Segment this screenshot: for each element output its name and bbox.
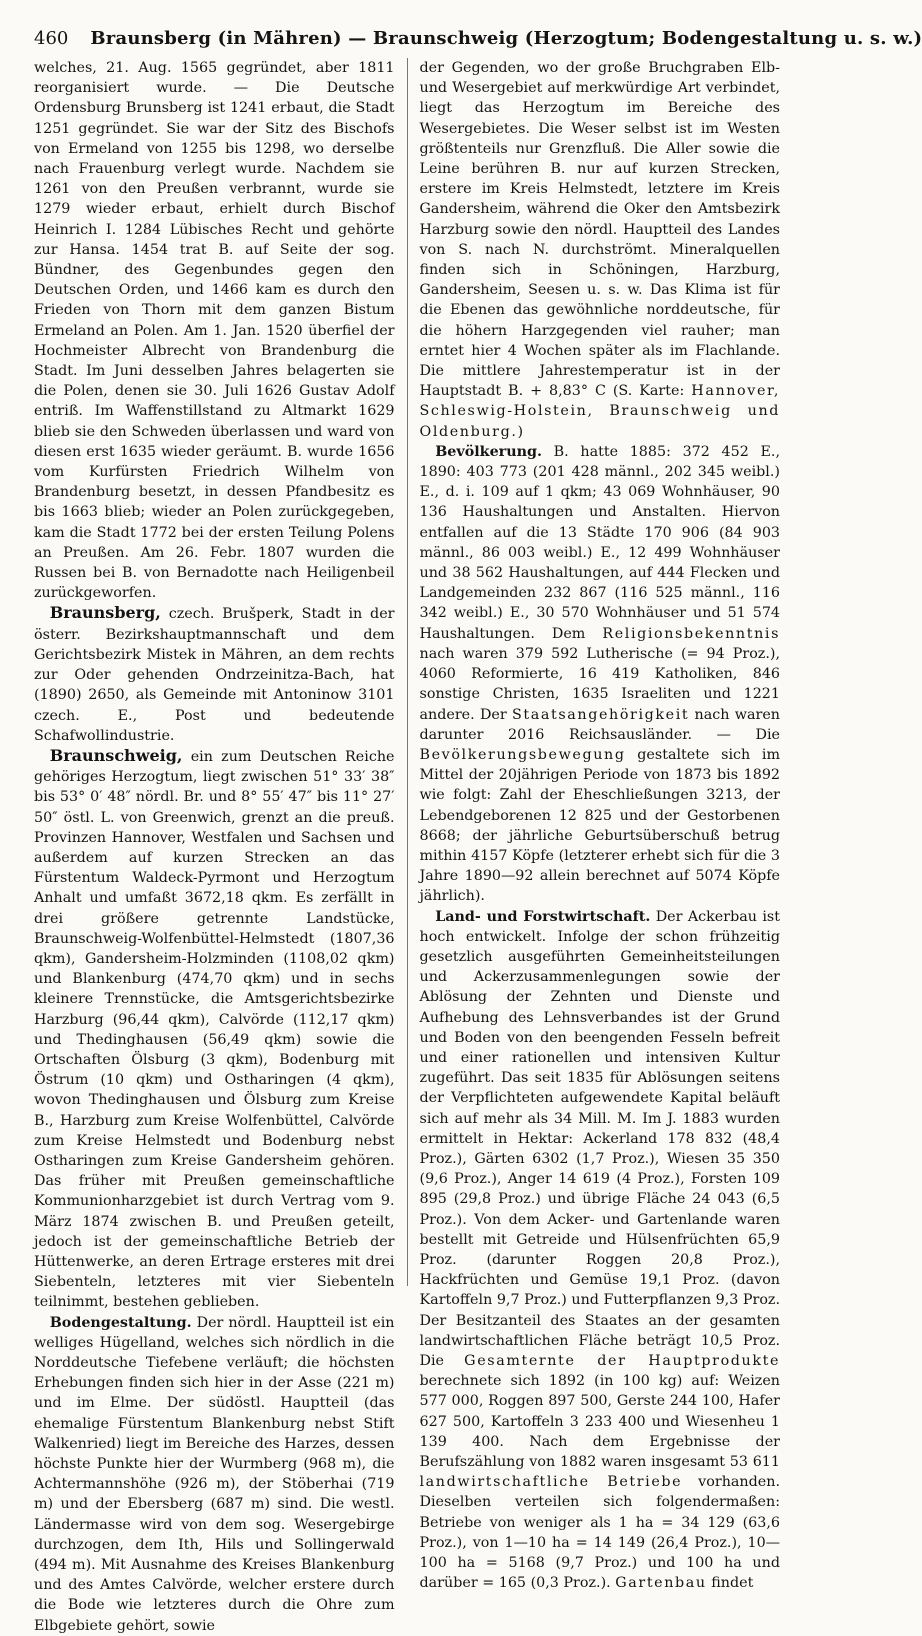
- section-text: findet: [706, 1575, 754, 1592]
- entry-headword: Braunsberg,: [49, 603, 161, 623]
- entry-headword: Braunschweig,: [49, 745, 183, 765]
- section-bodengestaltung: [34, 1313, 395, 1636]
- page-number: 460: [34, 28, 69, 49]
- column-divider: [407, 58, 408, 1286]
- section-heading: Bodengestaltung.: [49, 1314, 192, 1331]
- text-columns: [34, 58, 781, 1634]
- section-text: berechnete sich 1892 (in 100 kg) auf: Weizen 577 000, Roggen 897 500, Gerste 244 100, Hafer 627 500, Kartoffeln 3 233 400 und Wiesenheu 1 139 400. Nach dem Ergebnisse der Berufszählung von 1882 waren insgesamt 53 611: [419, 1373, 781, 1471]
- section-text: Der nördl. Hauptteil ist ein welliges Hügelland, welches sich nördlich in die Norddeutsche Tiefebene verläuft; die höchsten Erhebungen finden sich hier in der Asse (221 m) und im Elme. Der südöstl. Hauptteil (das ehemalige Fürstentum Blankenburg nebst Stift Walkenried) liegt im Bereiche des Harzes, dessen höchste Punkte hier der Wurmberg (968 m), die Achtermannshöhe (926 m), der Stöberhai (719 m) und der Ebersberg (687 m) sind. Die westl. Ländermasse wird von dem sog. Wesergebirge durchzogen, dem Ith, Hils und Sollingerwald (494 m). Mit Ausnahme des Kreises Blankenburg und des Amtes Calvörde, welcher erstere durch die Bode wie letzteres durch die Ohre zum Elbgebiete gehört, sowie: [34, 1314, 395, 1634]
- page-header: [34, 26, 922, 52]
- entry-text: ein zum Deutschen Reiche gehöriges Herzogtum, liegt zwischen 51° 33′ 38″ bis 53° 0′ 48″ nördl. Br. und 8° 55′ 47″ bis 11° 27′ 50″ östl. L. von Greenwich, grenzt an die preuß. Provinzen Hannover, Westfalen und Sachsen und außerdem auf kurzen Strecken an das Fürstentum Waldeck-Pyrmont und Herzogtum Anhalt und umfaßt 3672,18 qkm. Es zerfällt in drei größere getrennte Landstücke, Braunschweig-Wolfenbüttel-Helmstedt (1807,36 qkm), Gandersheim-Holzminden (1108,02 qkm) und Blankenburg (474,70 qkm) und in sechs kleinere Trennstücke, die Amtsgerichtsbezirke Harzburg (96,44 qkm), Calvörde (112,17 qkm) und Thedinghausen (56,49 qkm) sowie die Ortschaften Ölsburg (3 qkm), Bodenburg mit Östrum (10 qkm) und Ostharingen (4 qkm), wovon Thedinghausen und Ölsburg zum Kreise B., Harzburg zum Kreise Wolfenbüttel, Calvörde zum Kreise Helmstedt und Bodenburg nebst Ostharingen zum Kreise Gandersheim gehören. Das früher mit Preußen gemeinschaftliche Kommunionharzgebiet ist durch Vertrag vom 9. März 1874 zwischen B. und Preußen geteilt, jedoch ist der gemeinschaftliche Betrieb der Hüttenwerke, an deren Ertrage ersteres mit drei Siebenteln, letzteres mit vier Siebenteln teilnimmt, bestehen geblieben.: [34, 748, 395, 1311]
- spaced-term: Gartenbau: [615, 1575, 707, 1592]
- spaced-term: landwirtschaftliche Betriebe: [419, 1474, 683, 1491]
- spaced-term: Bevölkerungsbewegung: [419, 746, 626, 763]
- entry-text: czech. Brušperk, Stadt in der österr. Bezirkshauptmannschaft und dem Gerichtsbezirk Mistek in Mähren, an dem rechts zur Oder gehenden Ondrzeinitza-Bach, hat (1890) 2650, als Gemeinde mit Antoninow 3101 czech. E., Post und bedeutende Schafwollindustrie.: [34, 606, 395, 744]
- section-text: vorhanden. Dieselben verteilen sich folgendermaßen: Betriebe von weniger als 1 ha = 34 129 (63,6 Proz.), von 1—10 ha = 14 149 (26,4 Proz.), 10—100 ha = 5168 (9,7 Proz.) und 100 ha und darüber = 165 (0,3 Proz.).: [419, 1474, 781, 1592]
- section-text: Der Ackerbau ist hoch entwickelt. Infolge der schon frühzeitig gesetzlich ausgeführten Gemeinheitsteilungen und Ackerzusammenlegungen sowie der Ablösung der Zehnten und Dienste und Aufhebung des Lehnsverbandes ist der Grund und Boden von den beengenden Fesseln befreit und einer rationellen und intensiven Kultur zugeführt. Das seit 1835 für Ablösungen seitens der Verpflichteten aufgewendete Kapital beläuft sich auf mehr als 34 Mill. M. Im J. 1883 wurden ermittelt in Hektar: Ackerland 178 832 (48,4 Proz.), Gärten 6302 (1,7 Proz.), Wiesen 35 350 (9,6 Proz.), Anger 14 619 (4 Proz.), Forsten 109 895 (29,8 Proz.) und übrige Fläche 24 043 (6,5 Proz.). Von dem Acker- und Gartenlande waren bestellt mit Getreide und Hülsenfrüchten 65,9 Proz. (darunter Roggen 20,8 Proz.), Hackfrüchten und Gemüse 19,1 Proz. (davon Kartoffeln 9,7 Proz.) und Futterpflanzen 9,3 Proz. Der Besitzanteil des Staates an der gesamten landwirtschaftlichen Fläche beträgt 10,5 Proz. Die: [419, 908, 781, 1369]
- section-heading: Land- und Forstwirtschaft.: [435, 908, 651, 925]
- entry-braunsberg-maehren: [34, 603, 395, 745]
- section-text: der Gegenden, wo der große Bruchgraben Elb- und Wesergebiet auf merkwürdige Art verbindet, liegt das Herzogtum im Bereiche des Wesergebietes. Die Weser selbst ist im Westen größtenteils nur Grenzfluß. Die Aller sowie die Leine berühren B. nur auf kurzen Strecken, erstere im Kreis Helmstedt, letztere im Kreis Gandersheim, während die Oker den Amtsbezirk Harzburg sowie den nördl. Hauptteil des Landes von S. nach N. durchströmt. Mineralquellen finden sich in Schöningen, Harzburg, Gandersheim, Seesen u. s. w. Das Klima ist für die Ebenen das gewöhnliche norddeutsche, für die höhern Harzgegenden viel rauher; man erntet hier 4 Wochen später als im Flachlande. Die mittlere Jahrestemperatur ist in der Hauptstadt B. + 8,83° C (S. Karte:: [419, 60, 781, 400]
- bodengestaltung-continuation: [420, 58, 781, 442]
- spaced-term: Religionsbekenntnis: [602, 625, 781, 642]
- section-text: nach waren darunter 2016 Reichsausländer. — Die: [419, 706, 781, 743]
- section-heading: Bevölkerung.: [435, 443, 542, 460]
- section-text: nach waren 379 592 Lutherische (= 94 Proz.), 4060 Reformierte, 16 419 Katholiken, 846 sonstige Christen, 1635 Israeliten und 1221 andere. Der: [419, 645, 781, 723]
- section-text: B. hatte 1885: 372 452 E., 1890: 403 773 (201 428 männl., 202 345 weibl.) E., d. i. 109 auf 1 qkm; 43 069 Wohnhäuser, 90 136 Haushaltungen und Anstalten. Hiervon entfallen auf die 13 Städte 170 906 (84 903 männl., 86 003 weibl.) E., 12 499 Wohnhäuser und 38 562 Haushaltungen, auf 444 Flecken und Landgemeinden 232 867 (116 525 männl., 116 342 weibl.) E., 30 570 Wohnhäuser und 51 574 Haushaltungen. Dem: [419, 443, 781, 642]
- map-reference: Hannover, Schleswig-Holstein, Braunschweig und Oldenburg.: [419, 383, 781, 440]
- braunsberg-ostpreussen-continuation: welches, 21. Aug. 1565 gegründet, aber 1811 reorganisiert wurde. — Die Deutsche Ordensburg Brunsberg ist 1241 erbaut, die Stadt 1251 gegründet. Sie war der Sitz des Bischofs von Ermeland von 1255 bis 1298, wo derselbe nach Frauenburg verlegt wurde. Nachdem sie 1261 von den Preußen verbrannt, wurde sie 1279 wieder erbaut, erhielt durch Bischof Heinrich I. 1284 Lübisches Recht und gehörte zur Hansa. 1454 trat B. auf Seite der sog. Bündner, des Gegenbundes gegen den Deutschen Orden, und 1466 kam es durch den Frieden von Thorn mit dem ganzen Bistum Ermeland an Polen. Am 1. Jan. 1520 überfiel der Hochmeister Albrecht von Brandenburg die Stadt. Im Juni desselben Jahres belagerten sie die Polen, denen sie 30. Juli 1626 Gustav Adolf entriß. Im Waffenstillstand zu Altmarkt 1629 blieb sie den Schweden überlassen und ward von diesen erst 1635 wieder geräumt. B. wurde 1656 vom Kurfürsten Friedrich Wilhelm von Brandenburg besetzt, in dessen Pfandbesitz es bis 1663 blieb; wieder an Polen zurückgegeben, kam die Stadt 1772 bei der ersten Teilung Polens an Preußen. Am 26. Febr. 1807 wurden die Russen bei B. von Bernadotte nach Heiligenbeil zurückgeworfen.: [34, 60, 395, 602]
- left-column: [34, 58, 395, 1634]
- section-land-forstwirtschaft: [420, 907, 781, 1594]
- spaced-term: Staatsangehörigkeit: [512, 706, 690, 723]
- section-text: ): [517, 423, 524, 440]
- dictionary-page: [34, 26, 922, 1634]
- right-column: [419, 58, 781, 1592]
- running-title: Braunsberg (in Mähren) — Braunschweig (Herzogtum; Bodengestaltung u. s. w.): [90, 28, 922, 49]
- entry-braunschweig: [34, 746, 395, 1313]
- section-bevoelkerung: [420, 442, 781, 907]
- spaced-term: Gesamternte der Hauptprodukte: [464, 1353, 781, 1369]
- section-text: gestaltete sich im Mittel der 20jährigen Periode von 1873 bis 1892 wie folgt: Zahl der Eheschließungen 3213, der Lebendgeborenen 12 825 und der Gestorbenen 8668; der jährliche Geburtsüberschuß betrug mithin 4157 Köpfe (letzterer erhebt sich für die 3 Jahre 1890—92 allein berechnet auf 5074 Köpfe jährlich).: [419, 746, 781, 905]
